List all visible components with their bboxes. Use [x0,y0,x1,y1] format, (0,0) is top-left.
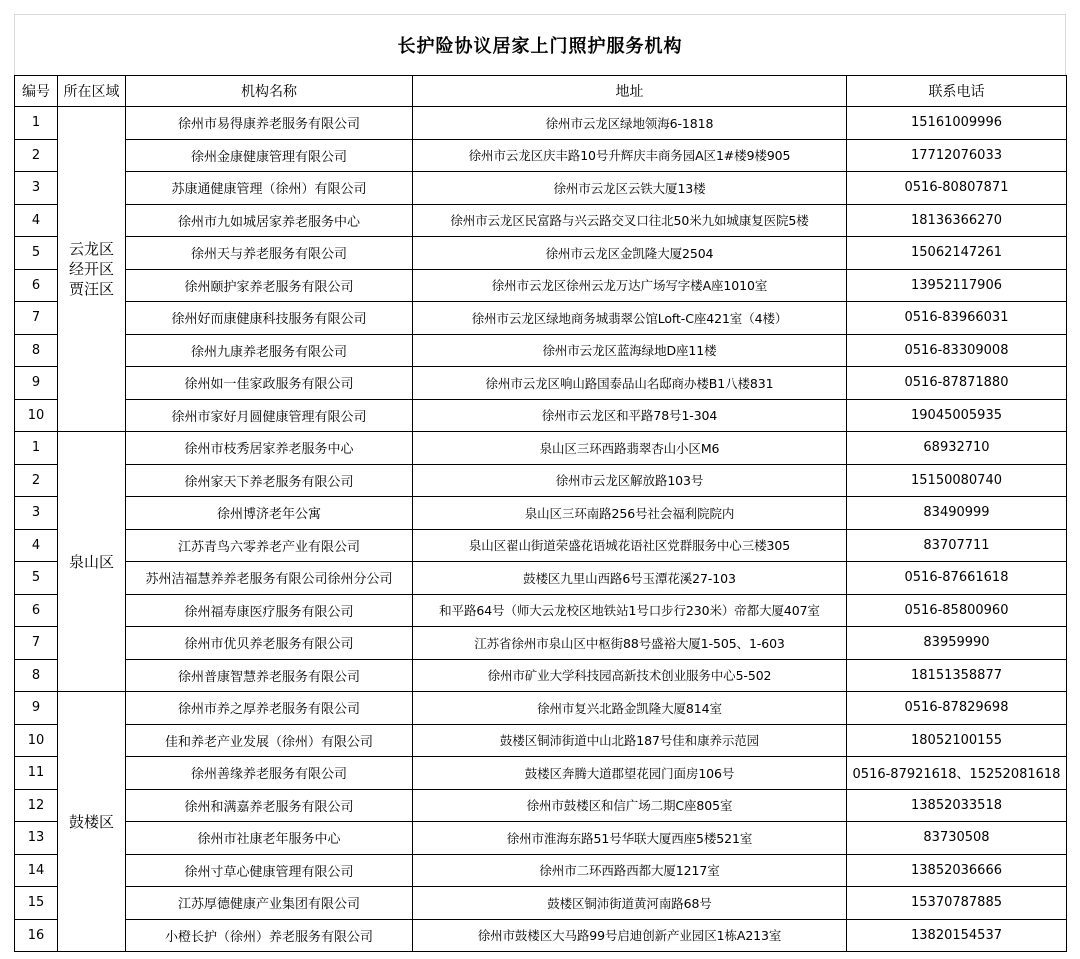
institution-address: 徐州市云龙区响山路国泰品山名邸商办楼B1八楼831 [413,367,847,400]
table-row [15,269,1067,302]
institution-phone: 15150080740 [847,464,1067,497]
table-body [15,107,1067,952]
table-row [15,399,1067,432]
institution-phone: 0516-87871880 [847,367,1067,400]
table-row [15,464,1067,497]
institution-phone: 13852036666 [847,854,1067,887]
institution-name: 徐州颐护家养老服务有限公司 [126,269,413,302]
row-number: 4 [15,204,58,237]
table-row [15,562,1067,595]
institution-name: 苏康通健康管理（徐州）有限公司 [126,172,413,205]
row-number: 4 [15,529,58,562]
table-row [15,107,1067,140]
row-number: 8 [15,334,58,367]
header-name: 机构名称 [126,76,413,107]
row-number: 9 [15,367,58,400]
institution-phone: 18136366270 [847,204,1067,237]
row-number: 3 [15,497,58,530]
institution-name: 徐州市家好月圆健康管理有限公司 [126,399,413,432]
institution-address: 徐州市云龙区绿地领海6-1818 [413,107,847,140]
table-row [15,172,1067,205]
institution-name: 江苏青鸟六零养老产业有限公司 [126,529,413,562]
institution-name: 徐州天与养老服务有限公司 [126,237,413,270]
institution-phone: 0516-85800960 [847,594,1067,627]
row-number: 10 [15,399,58,432]
institution-table [14,75,1067,952]
row-number: 1 [15,432,58,465]
table-row [15,854,1067,887]
institution-phone: 13820154537 [847,919,1067,952]
table-row [15,334,1067,367]
row-number: 8 [15,659,58,692]
institution-phone: 19045005935 [847,399,1067,432]
row-number: 2 [15,464,58,497]
row-number: 6 [15,269,58,302]
table-row [15,887,1067,920]
header-number: 编号 [15,76,58,107]
institution-phone: 83490999 [847,497,1067,530]
institution-name: 小橙长护（徐州）养老服务有限公司 [126,919,413,952]
institution-phone: 13852033518 [847,789,1067,822]
table-row [15,302,1067,335]
table-row [15,204,1067,237]
institution-address: 徐州市云龙区绿地商务城翡翠公馆Loft-C座421室（4楼） [413,302,847,335]
institution-address: 徐州市矿业大学科技园高新技术创业服务中心5-502 [413,659,847,692]
institution-address: 泉山区三环南路256号社会福利院院内 [413,497,847,530]
institution-phone: 0516-87829698 [847,692,1067,725]
institution-name: 徐州市九如城居家养老服务中心 [126,204,413,237]
row-number: 7 [15,302,58,335]
institution-address: 鼓楼区奔腾大道郡望花园门面房106号 [413,757,847,790]
table-row [15,659,1067,692]
institution-address: 徐州市鼓楼区和信广场二期C座805室 [413,789,847,822]
institution-address: 徐州市云龙区徐州云龙万达广场写字楼A座1010室 [413,269,847,302]
institution-phone: 17712076033 [847,139,1067,172]
institution-address: 徐州市云龙区和平路78号1-304 [413,399,847,432]
institution-phone: 0516-80807871 [847,172,1067,205]
table-row [15,432,1067,465]
institution-name: 徐州寸草心健康管理有限公司 [126,854,413,887]
institution-address: 鼓楼区九里山西路6号玉潭花溪27-103 [413,562,847,595]
institution-address: 鼓楼区铜沛街道中山北路187号佳和康养示范园 [413,724,847,757]
institution-phone: 83959990 [847,627,1067,660]
institution-name: 徐州九康养老服务有限公司 [126,334,413,367]
institution-address: 徐州市复兴北路金凯隆大厦814室 [413,692,847,725]
institution-name: 徐州市养之厚养老服务有限公司 [126,692,413,725]
table-row [15,692,1067,725]
institution-address: 徐州市淮海东路51号华联大厦西座5楼521室 [413,822,847,855]
row-number: 6 [15,594,58,627]
institution-address: 徐州市云龙区蓝海绿地D座11楼 [413,334,847,367]
institution-name: 徐州家天下养老服务有限公司 [126,464,413,497]
institution-phone: 18052100155 [847,724,1067,757]
row-number: 3 [15,172,58,205]
institution-address: 徐州市二环西路西都大厦1217室 [413,854,847,887]
row-number: 5 [15,237,58,270]
header-address: 地址 [413,76,847,107]
table-header-row [15,76,1067,107]
institution-name: 徐州博济老年公寓 [126,497,413,530]
institution-name: 徐州市易得康养老服务有限公司 [126,107,413,140]
institution-address: 徐州市云龙区庆丰路10号升辉庆丰商务园A区1#楼9楼905 [413,139,847,172]
institution-name: 徐州市社康老年服务中心 [126,822,413,855]
institution-address: 徐州市云龙区云铁大厦13楼 [413,172,847,205]
row-number: 1 [15,107,58,140]
row-number: 11 [15,757,58,790]
institution-phone: 15370787885 [847,887,1067,920]
institution-name: 苏州洁福慧养养老服务有限公司徐州分公司 [126,562,413,595]
institution-name: 徐州善缘养老服务有限公司 [126,757,413,790]
table-row [15,139,1067,172]
institution-phone: 0516-87661618 [847,562,1067,595]
header-region: 所在区域 [58,76,126,107]
table-row [15,367,1067,400]
page-title: 长护险协议居家上门照护服务机构 [14,14,1066,75]
region-cell: 云龙区 经开区 贾汪区 [58,107,126,432]
institution-phone: 0516-83309008 [847,334,1067,367]
institution-phone: 13952117906 [847,269,1067,302]
table-row [15,594,1067,627]
row-number: 15 [15,887,58,920]
row-number: 12 [15,789,58,822]
institution-address: 徐州市云龙区金凯隆大厦2504 [413,237,847,270]
institution-name: 徐州市优贝养老服务有限公司 [126,627,413,660]
region-cell: 鼓楼区 [58,692,126,952]
table-row [15,919,1067,952]
table-row [15,789,1067,822]
table-row [15,497,1067,530]
document-sheet [14,14,1066,952]
institution-phone: 0516-87921618、15252081618 [847,757,1067,790]
institution-phone: 68932710 [847,432,1067,465]
institution-name: 徐州好而康健康科技服务有限公司 [126,302,413,335]
row-number: 14 [15,854,58,887]
table-row [15,822,1067,855]
institution-name: 徐州市枝秀居家养老服务中心 [126,432,413,465]
institution-address: 江苏省徐州市泉山区中枢街88号盛裕大厦1-505、1-603 [413,627,847,660]
table-row [15,724,1067,757]
row-number: 16 [15,919,58,952]
header-phone: 联系电话 [847,76,1067,107]
table-row [15,237,1067,270]
institution-address: 徐州市云龙区解放路103号 [413,464,847,497]
institution-name: 江苏厚德健康产业集团有限公司 [126,887,413,920]
institution-phone: 15062147261 [847,237,1067,270]
institution-address: 泉山区三环西路翡翠杏山小区M6 [413,432,847,465]
institution-name: 佳和养老产业发展（徐州）有限公司 [126,724,413,757]
row-number: 5 [15,562,58,595]
institution-address: 和平路64号（师大云龙校区地铁站1号口步行230米）帝都大厦407室 [413,594,847,627]
table-row [15,757,1067,790]
table-row [15,529,1067,562]
row-number: 10 [15,724,58,757]
institution-name: 徐州金康健康管理有限公司 [126,139,413,172]
institution-phone: 0516-83966031 [847,302,1067,335]
row-number: 13 [15,822,58,855]
table-row [15,627,1067,660]
institution-address: 鼓楼区铜沛街道黄河南路68号 [413,887,847,920]
institution-address: 徐州市鼓楼区大马路99号启迪创新产业园区1栋A213室 [413,919,847,952]
region-cell: 泉山区 [58,432,126,692]
row-number: 7 [15,627,58,660]
row-number: 2 [15,139,58,172]
institution-name: 徐州如一佳家政服务有限公司 [126,367,413,400]
institution-phone: 83730508 [847,822,1067,855]
institution-phone: 18151358877 [847,659,1067,692]
institution-address: 泉山区翟山街道荣盛花语城花语社区党群服务中心三楼305 [413,529,847,562]
institution-address: 徐州市云龙区民富路与兴云路交叉口往北50米九如城康复医院5楼 [413,204,847,237]
institution-name: 徐州和满嘉养老服务有限公司 [126,789,413,822]
row-number: 9 [15,692,58,725]
institution-name: 徐州福寿康医疗服务有限公司 [126,594,413,627]
institution-name: 徐州普康智慧养老服务有限公司 [126,659,413,692]
institution-phone: 15161009996 [847,107,1067,140]
institution-phone: 83707711 [847,529,1067,562]
